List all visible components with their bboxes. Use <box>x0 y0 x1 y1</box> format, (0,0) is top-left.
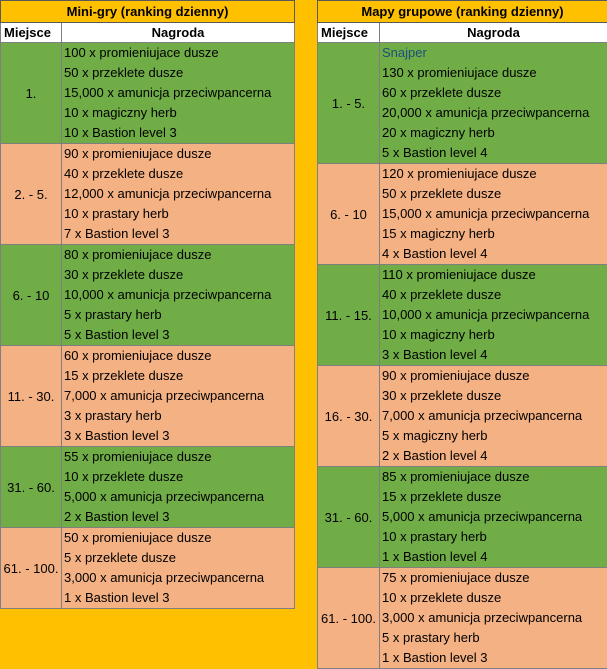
reward-item: 40 x przeklete dusze <box>380 285 607 305</box>
ranking-row <box>1 528 295 609</box>
reward-item: 1 x Bastion level 3 <box>380 648 607 668</box>
reward-list <box>380 265 607 366</box>
reward-item: 50 x przeklete dusze <box>380 184 607 204</box>
reward-item: 110 x promieniujace dusze <box>380 265 607 285</box>
reward-item: 85 x promieniujace dusze <box>380 467 607 487</box>
ranking-row <box>318 366 607 467</box>
reward-list <box>380 43 607 164</box>
reward-item: 5,000 x amunicja przeciwpancerna <box>380 507 607 527</box>
place-range: 1. <box>1 43 62 144</box>
reward-item: 10,000 x amunicja przeciwpancerna <box>62 285 294 305</box>
reward-item: 10 x prastary herb <box>62 204 294 224</box>
reward-item: 10 x przeklete dusze <box>62 467 294 487</box>
ranking-row <box>318 467 607 568</box>
reward-item: 7,000 x amunicja przeciwpancerna <box>62 386 294 406</box>
reward-item: 5 x magiczny herb <box>380 426 607 446</box>
group-maps-ranking-panel <box>317 0 607 669</box>
reward-item: 40 x przeklete dusze <box>62 164 294 184</box>
reward-list <box>380 164 607 265</box>
ranking-row <box>1 346 295 447</box>
reward-item: 5 x Bastion level 3 <box>62 325 294 345</box>
reward-item: 10 x przeklete dusze <box>380 588 607 608</box>
reward-item: 5,000 x amunicja przeciwpancerna <box>62 487 294 507</box>
reward-item: 4 x Bastion level 4 <box>380 244 607 264</box>
reward-item: 60 x przeklete dusze <box>380 83 607 103</box>
reward-item: 60 x promieniujace dusze <box>62 346 294 366</box>
reward-list <box>380 568 607 669</box>
reward-item: 7 x Bastion level 3 <box>62 224 294 244</box>
reward-item: 80 x promieniujace dusze <box>62 245 294 265</box>
reward-column-header: Nagroda <box>380 23 607 43</box>
reward-list <box>62 528 295 609</box>
ranking-row <box>318 43 607 164</box>
reward-item: 75 x promieniujace dusze <box>380 568 607 588</box>
reward-item: 15 x magiczny herb <box>380 224 607 244</box>
reward-list <box>62 346 295 447</box>
reward-item: 2 x Bastion level 3 <box>62 507 294 527</box>
reward-item: 3,000 x amunicja przeciwpancerna <box>380 608 607 628</box>
reward-item: 15 x przeklete dusze <box>380 487 607 507</box>
reward-list <box>62 43 295 144</box>
reward-item: 30 x przeklete dusze <box>62 265 294 285</box>
place-range: 11. - 15. <box>318 265 380 366</box>
mini-games-ranking-panel <box>0 0 294 609</box>
ranking-row <box>1 447 295 528</box>
reward-item: 10 x Bastion level 3 <box>62 123 294 143</box>
mini-games-rows <box>1 43 295 609</box>
reward-item: 2 x Bastion level 4 <box>380 446 607 466</box>
reward-item: 30 x przeklete dusze <box>380 386 607 406</box>
reward-item: 10 x prastary herb <box>380 527 607 547</box>
reward-item: 120 x promieniujace dusze <box>380 164 607 184</box>
reward-item: 3,000 x amunicja przeciwpancerna <box>62 568 294 588</box>
place-range: 31. - 60. <box>318 467 380 568</box>
reward-item: 5 x Bastion level 4 <box>380 143 607 163</box>
reward-item: 1 x Bastion level 3 <box>62 588 294 608</box>
place-range: 61. - 100. <box>318 568 380 669</box>
reward-item: 90 x promieniujace dusze <box>380 366 607 386</box>
reward-list <box>380 467 607 568</box>
ranking-row <box>1 43 295 144</box>
ranking-row <box>1 245 295 346</box>
reward-item: 10 x magiczny herb <box>62 103 294 123</box>
reward-item: 100 x promieniujace dusze <box>62 43 294 63</box>
reward-item: 5 x przeklete dusze <box>62 548 294 568</box>
reward-item: 20 x magiczny herb <box>380 123 607 143</box>
reward-item: 10 x magiczny herb <box>380 325 607 345</box>
place-range: 1. - 5. <box>318 43 380 164</box>
reward-list <box>62 245 295 346</box>
reward-list <box>62 144 295 245</box>
group-maps-title: Mapy grupowe (ranking dzienny) <box>318 1 607 23</box>
reward-item: 55 x promieniujace dusze <box>62 447 294 467</box>
reward-item: 3 x prastary herb <box>62 406 294 426</box>
reward-item: 12,000 x amunicja przeciwpancerna <box>62 184 294 204</box>
reward-item: 15,000 x amunicja przeciwpancerna <box>62 83 294 103</box>
reward-item: 90 x promieniujace dusze <box>62 144 294 164</box>
reward-item: 5 x prastary herb <box>380 628 607 648</box>
mini-games-title: Mini-gry (ranking dzienny) <box>1 1 295 23</box>
reward-item: 50 x promieniujace dusze <box>62 528 294 548</box>
reward-item: 15,000 x amunicja przeciwpancerna <box>380 204 607 224</box>
reward-item: 1 x Bastion level 4 <box>380 547 607 567</box>
group-maps-table <box>317 0 607 669</box>
mini-games-table <box>0 0 295 609</box>
reward-item: 130 x promieniujace dusze <box>380 63 607 83</box>
place-range: 11. - 30. <box>1 346 62 447</box>
place-range: 6. - 10 <box>1 245 62 346</box>
group-maps-rows <box>318 43 607 669</box>
reward-item: 3 x Bastion level 4 <box>380 345 607 365</box>
reward-item: 15 x przeklete dusze <box>62 366 294 386</box>
place-range: 61. - 100. <box>1 528 62 609</box>
ranking-row <box>1 144 295 245</box>
reward-item: 5 x prastary herb <box>62 305 294 325</box>
ranking-row <box>318 568 607 669</box>
reward-item: 3 x Bastion level 3 <box>62 426 294 446</box>
place-range: 2. - 5. <box>1 144 62 245</box>
ranking-row <box>318 265 607 366</box>
place-range: 31. - 60. <box>1 447 62 528</box>
reward-item: 20,000 x amunicja przeciwpancerna <box>380 103 607 123</box>
reward-item: 7,000 x amunicja przeciwpancerna <box>380 406 607 426</box>
reward-column-header: Nagroda <box>62 23 295 43</box>
reward-item: 10,000 x amunicja przeciwpancerna <box>380 305 607 325</box>
reward-item: Snajper <box>380 43 607 63</box>
place-column-header: Miejsce <box>318 23 380 43</box>
place-range: 6. - 10 <box>318 164 380 265</box>
reward-item: 50 x przeklete dusze <box>62 63 294 83</box>
reward-list <box>380 366 607 467</box>
ranking-row <box>318 164 607 265</box>
place-column-header: Miejsce <box>1 23 62 43</box>
place-range: 16. - 30. <box>318 366 380 467</box>
reward-list <box>62 447 295 528</box>
